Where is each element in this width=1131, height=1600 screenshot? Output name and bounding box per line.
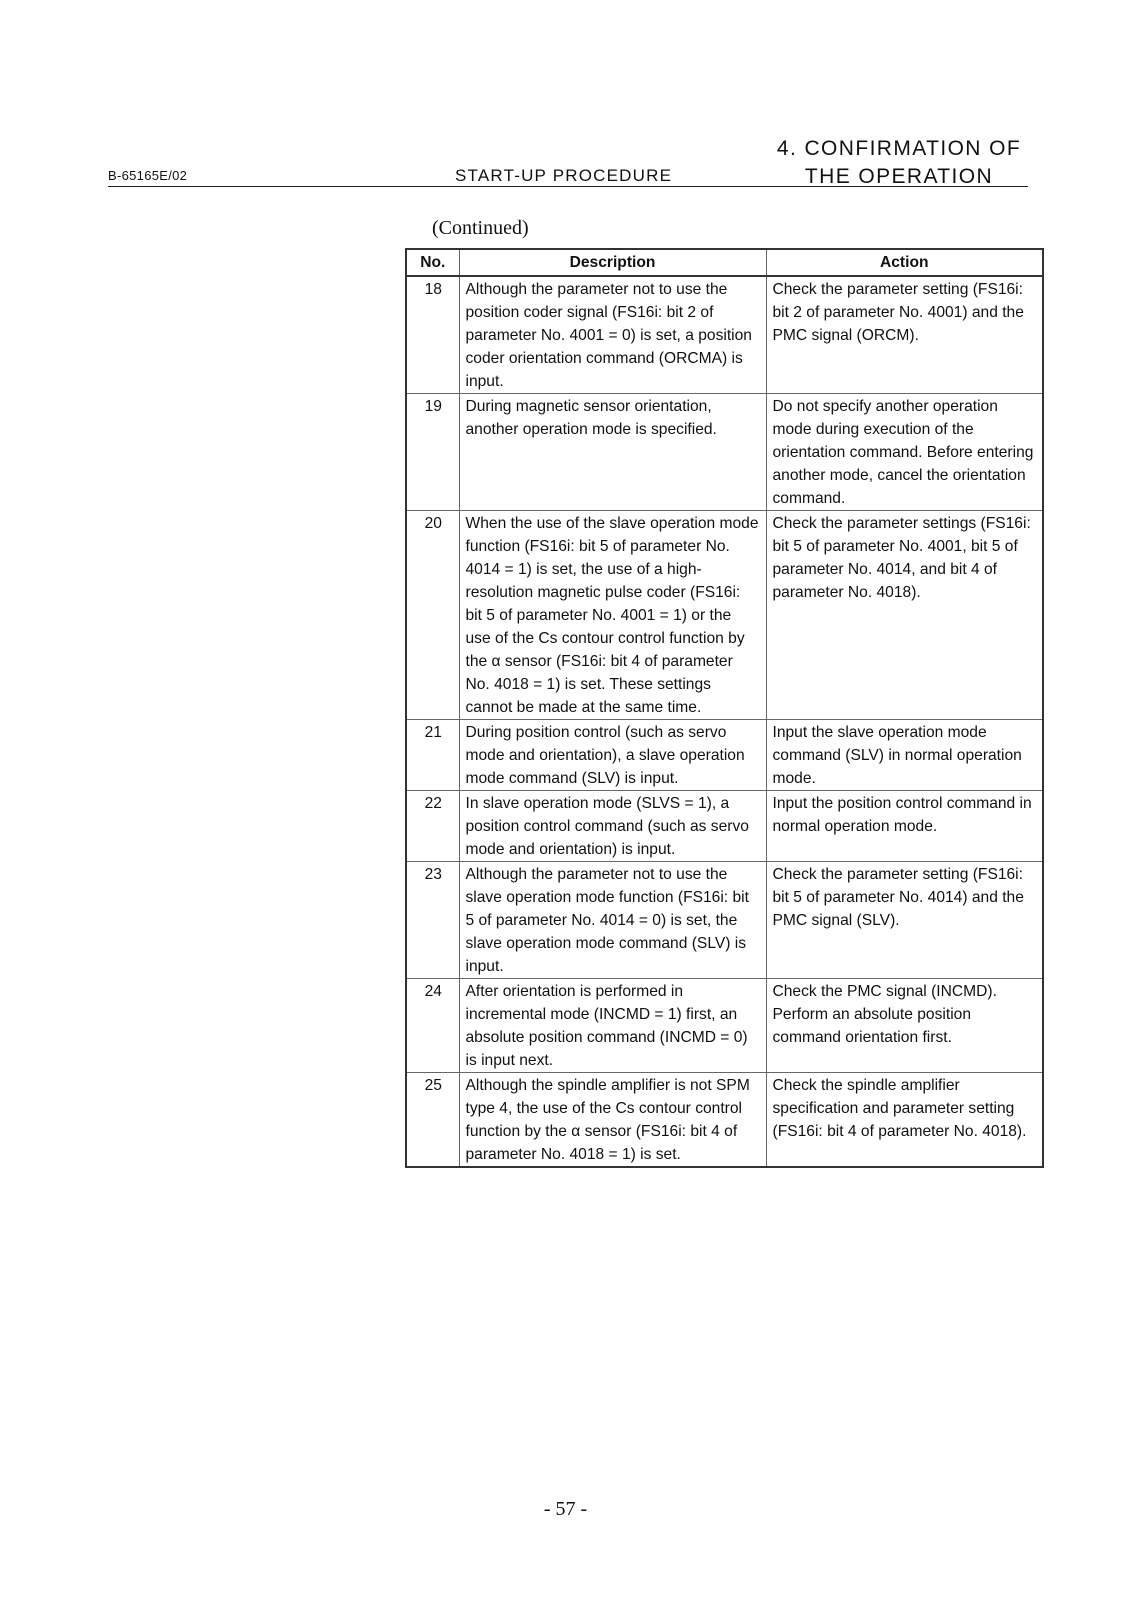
row-number: 19 bbox=[406, 394, 459, 511]
row-description: Although the parameter not to use the slave operation mode function (FS16i: bit 5 of parameter No. 4014 = 0) is set, the slave operation mode command (SLV) is input. bbox=[459, 862, 766, 979]
table-row bbox=[406, 720, 1043, 791]
table-header-row bbox=[406, 249, 1043, 276]
row-action: Do not specify another operation mode during execution of the orientation command. Before entering another mode, cancel the orientation command. bbox=[766, 394, 1043, 511]
row-action: Input the position control command in normal operation mode. bbox=[766, 791, 1043, 862]
row-action: Check the parameter settings (FS16i: bit 5 of parameter No. 4001, bit 5 of parameter No. 4014, and bit 4 of parameter No. 4018). bbox=[766, 511, 1043, 720]
chapter-title: START-UP PROCEDURE bbox=[455, 166, 673, 185]
continued-label: (Continued) bbox=[432, 217, 529, 239]
row-number: 23 bbox=[406, 862, 459, 979]
row-description: Although the parameter not to use the position coder signal (FS16i: bit 2 of parameter No. 4001 = 0) is set, a position coder orientation command (ORCMA) is input. bbox=[459, 276, 766, 394]
row-number: 24 bbox=[406, 979, 459, 1073]
page-number: - 57 - bbox=[543, 1498, 588, 1520]
section-title-line-1: 4. CONFIRMATION OF bbox=[776, 137, 1022, 160]
row-number: 20 bbox=[406, 511, 459, 720]
row-description: When the use of the slave operation mode function (FS16i: bit 5 of parameter No. 4014 = 1) is set, the use of a high-resolution magnetic pulse coder (FS16i: bit 5 of parameter No. 4001 = 1) or the use of the Cs contour control function by the α sensor (FS16i: bit 4 of parameter No. 4018 = 1) is set. These settings cannot be made at the same time. bbox=[459, 511, 766, 720]
column-header-description: Description bbox=[459, 249, 766, 276]
row-description: After orientation is performed in incremental mode (INCMD = 1) first, an absolute position command (INCMD = 0) is input next. bbox=[459, 979, 766, 1073]
table-row bbox=[406, 511, 1043, 720]
section-title bbox=[770, 135, 1028, 191]
section-title-line-2: THE OPERATION bbox=[804, 165, 994, 188]
alarm-table bbox=[405, 248, 1044, 1168]
column-header-no: No. bbox=[406, 249, 459, 276]
table-row bbox=[406, 979, 1043, 1073]
header-rule bbox=[108, 186, 1028, 187]
row-number: 22 bbox=[406, 791, 459, 862]
row-action: Check the PMC signal (INCMD). Perform an absolute position command orientation first. bbox=[766, 979, 1043, 1073]
row-description: During position control (such as servo mode and orientation), a slave operation mode command (SLV) is input. bbox=[459, 720, 766, 791]
row-number: 21 bbox=[406, 720, 459, 791]
row-action: Input the slave operation mode command (SLV) in normal operation mode. bbox=[766, 720, 1043, 791]
column-header-action: Action bbox=[766, 249, 1043, 276]
document-number: B-65165E/02 bbox=[108, 168, 188, 183]
row-description: During magnetic sensor orientation, another operation mode is specified. bbox=[459, 394, 766, 511]
table-row bbox=[406, 862, 1043, 979]
table-row bbox=[406, 394, 1043, 511]
row-number: 25 bbox=[406, 1073, 459, 1168]
table-row bbox=[406, 1073, 1043, 1168]
row-description: In slave operation mode (SLVS = 1), a position control command (such as servo mode and orientation) is input. bbox=[459, 791, 766, 862]
row-action: Check the parameter setting (FS16i: bit 2 of parameter No. 4001) and the PMC signal (ORCM). bbox=[766, 276, 1043, 394]
table-row bbox=[406, 276, 1043, 394]
row-action: Check the spindle amplifier specification and parameter setting (FS16i: bit 4 of parameter No. 4018). bbox=[766, 1073, 1043, 1168]
table-row bbox=[406, 791, 1043, 862]
row-action: Check the parameter setting (FS16i: bit 5 of parameter No. 4014) and the PMC signal (SLV). bbox=[766, 862, 1043, 979]
row-number: 18 bbox=[406, 276, 459, 394]
row-description: Although the spindle amplifier is not SPM type 4, the use of the Cs contour control function by the α sensor (FS16i: bit 4 of parameter No. 4018 = 1) is set. bbox=[459, 1073, 766, 1168]
